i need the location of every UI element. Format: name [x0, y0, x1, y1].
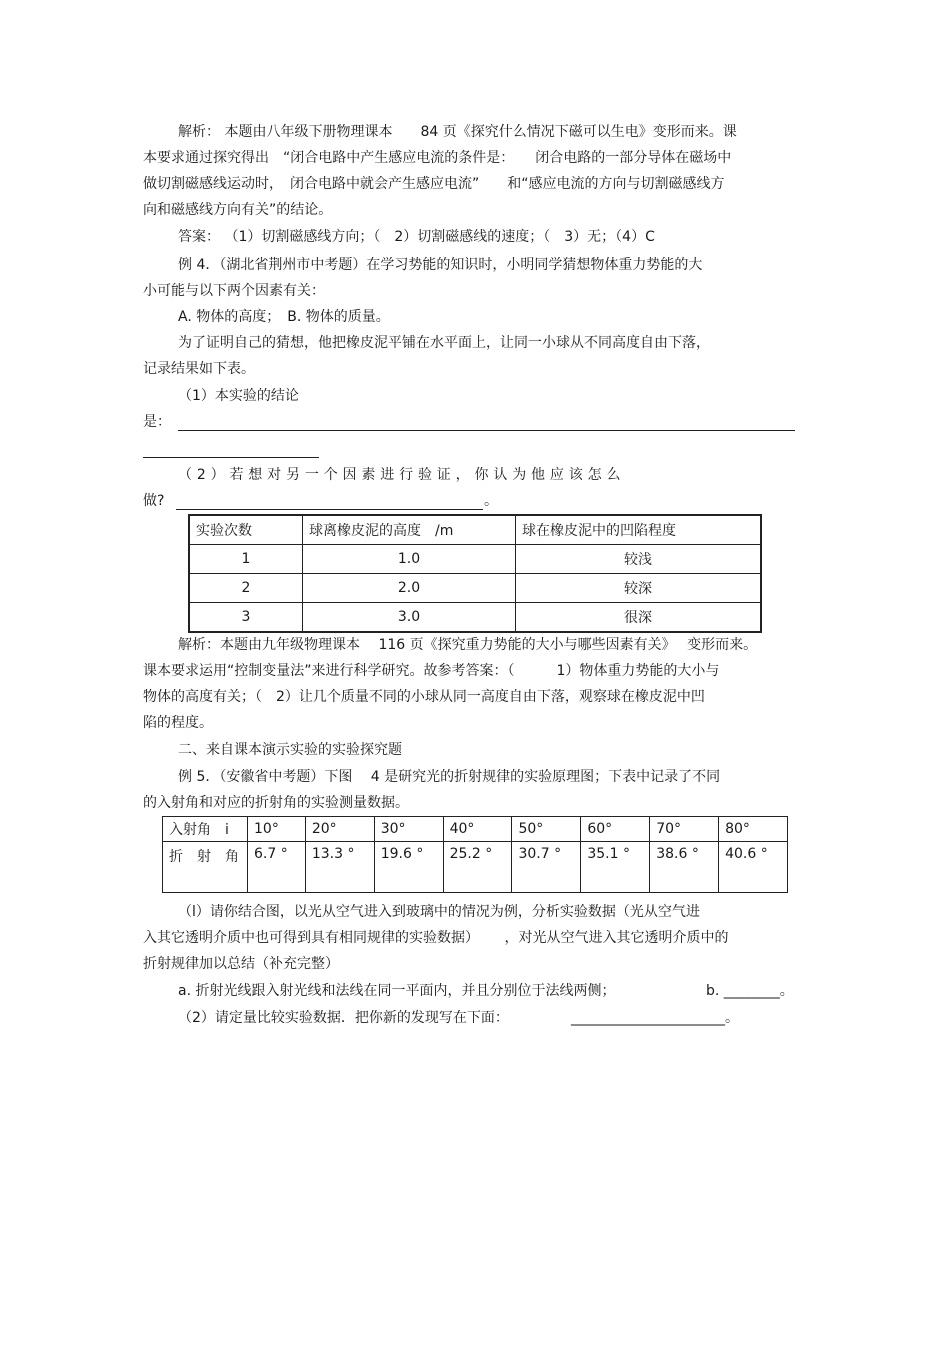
table-cell: 60°	[581, 817, 650, 842]
table-header-row	[189, 515, 761, 545]
table-cell: 较深	[516, 574, 762, 603]
example4-line-2: 小可能与以下两个因素有关：	[143, 283, 325, 299]
table-cell: 6.7 °	[248, 842, 306, 893]
analysis-line-2: 课本要求运用“控制变量法”来进行科学研究。故参考答案：（ 1）物体重力势能的大小与	[143, 663, 720, 679]
question-2-compare-blank: ______________________。	[571, 1010, 739, 1026]
table-cell: 50°	[512, 817, 581, 842]
table-cell: 30°	[374, 817, 443, 842]
example4-line-4: 记录结果如下表。	[143, 361, 255, 377]
table-cell: 19.6 °	[374, 842, 443, 893]
answer-blank-3	[176, 509, 483, 510]
answer-blank-1	[178, 430, 795, 431]
table-cell: 2.0	[303, 574, 516, 603]
table-row	[163, 817, 788, 842]
table-row	[163, 842, 788, 893]
example5-line-1: 例 5．（安徽省中考题）下图 4 是研究光的折射规律的实验原理图；下表中记录了不同	[178, 769, 721, 785]
table-cell: 3	[189, 603, 303, 633]
table-cell: 3.0	[303, 603, 516, 633]
para-line-4: 向和磁感线方向有关”的结论。	[143, 202, 333, 218]
options-line: A. 物体的高度； B. 物体的质量。	[178, 309, 390, 325]
question-2-cont: 做?	[143, 493, 165, 509]
table-cell: 40.6 °	[719, 842, 788, 893]
table-cell: 2	[189, 574, 303, 603]
table-cell: 很深	[516, 603, 762, 633]
table-cell: 折 射 角	[163, 842, 248, 893]
experiment-table	[188, 514, 762, 633]
table-row	[189, 574, 761, 603]
task-line-3: 折射规律加以总结（补充完整）	[143, 956, 339, 972]
table-cell: 20°	[305, 817, 374, 842]
table-cell: 35.1 °	[581, 842, 650, 893]
table-cell: 1.0	[303, 545, 516, 574]
table-header: 球在橡皮泥中的凹陷程度	[516, 515, 762, 545]
table-cell: 38.6 °	[650, 842, 719, 893]
table-cell: 13.3 °	[305, 842, 374, 893]
para-line-1: 解析： 本题由八年级下册物理课本 84 页《探究什么情况下磁可以生电》变形而来。课	[178, 124, 737, 140]
table-cell: 30.7 °	[512, 842, 581, 893]
question-1-cont: 是：	[143, 414, 171, 430]
question-1: （1）本实验的结论	[178, 388, 299, 404]
analysis-line-3: 物体的高度有关；（ 2）让几个质量不同的小球从同一高度自由下落，观察球在橡皮泥中凹	[143, 689, 705, 705]
table-header: 实验次数	[189, 515, 303, 545]
refraction-table	[162, 816, 788, 893]
table-cell: 1	[189, 545, 303, 574]
analysis-line-1: 解析：本题由九年级物理课本 116 页《探究重力势能的大小与哪些因素有关》 变形而来。	[178, 637, 758, 653]
table-cell: 40°	[443, 817, 512, 842]
para-line-3: 做切割磁感线运动时， 闭合电路中就会产生感应电流” 和“感应电流的方向与切割磁感线方	[143, 176, 725, 192]
rule-a: a. 折射光线跟入射光线和法线在同一平面内，并且分别位于法线两侧；	[178, 983, 616, 999]
question-2-end: 。	[484, 493, 498, 509]
example4-line-3: 为了证明自己的猜想，他把橡皮泥平铺在水平面上，让同一小球从不同高度自由下落，	[178, 335, 710, 351]
table-cell: 80°	[719, 817, 788, 842]
table-cell: 10°	[248, 817, 306, 842]
table-cell: 入射角 i	[163, 817, 248, 842]
task-line-2: 入其它透明介质中也可得到具有相同规律的实验数据） ，对光从空气进入其它透明介质中的	[143, 930, 729, 946]
example4-line-1: 例 4．（湖北省荆州市中考题）在学习势能的知识时，小明同学猜想物体重力势能的大	[178, 257, 703, 273]
table-header: 球离橡皮泥的高度 /m	[303, 515, 516, 545]
answer-line: 答案： （1）切割磁感线方向；（ 2）切割磁感线的速度；（ 3）无；（4）C	[178, 229, 655, 245]
rule-b: b. ________。	[706, 983, 794, 999]
question-2: （ 2 ） 若 想 对 另 一 个 因 素 进 行 验 证 ， 你 认 为 他 应 该 怎 么	[178, 467, 621, 483]
table-cell: 较浅	[516, 545, 762, 574]
example5-line-2: 的入射角和对应的折射角的实验测量数据。	[143, 795, 409, 811]
para-line-2: 本要求通过探究得出 “闭合电路中产生感应电流的条件是： 闭合电路的一部分导体在磁场中	[143, 150, 732, 166]
table-cell: 25.2 °	[443, 842, 512, 893]
task-line-1: （l）请你结合图，以光从空气进入到玻璃中的情况为例，分析实验数据（光从空气进	[178, 904, 700, 920]
question-2-compare: （2）请定量比较实验数据．把你新的发现写在下面：	[178, 1010, 509, 1026]
answer-blank-2	[143, 457, 319, 458]
section-heading: 二、来自课本演示实验的实验探究题	[178, 742, 402, 758]
table-row	[189, 545, 761, 574]
table-cell: 70°	[650, 817, 719, 842]
table-row	[189, 603, 761, 633]
analysis-line-4: 陷的程度。	[143, 715, 213, 731]
